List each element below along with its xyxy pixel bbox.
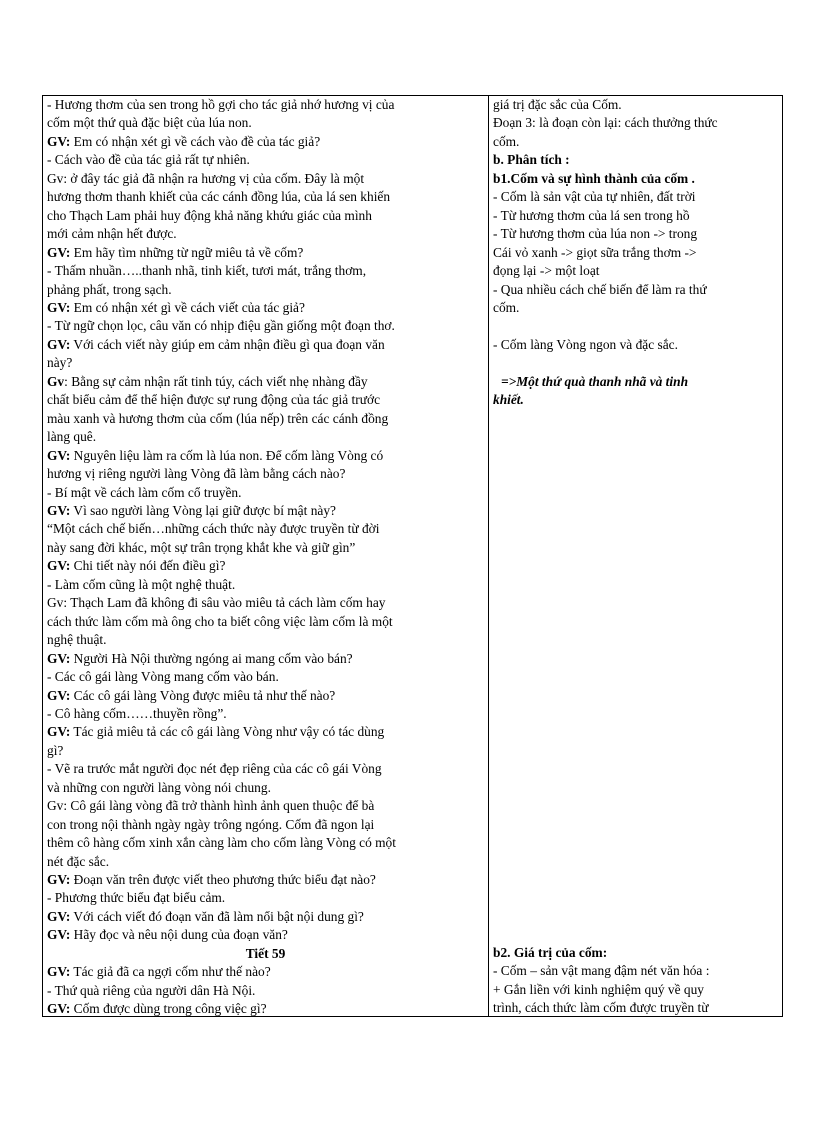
line-text: - Các cô gái làng Vòng mang cốm vào bán.	[47, 669, 279, 685]
line-text: Tác giả đã ca ngợi cốm như thế nào?	[70, 964, 271, 980]
text-line	[47, 871, 484, 889]
line-text: - Cốm làng Vòng ngon và đặc sắc.	[493, 336, 678, 352]
line-text: Vì sao người làng Vòng lại giữ được bí mật này?	[70, 502, 336, 518]
teacher-label: GV:	[47, 964, 71, 980]
text-line	[493, 225, 778, 243]
line-text: Hãy đọc và nêu nội dung của đoạn văn?	[70, 927, 288, 943]
teacher-label: GV:	[47, 336, 71, 352]
blank-line	[493, 317, 778, 335]
line-text: - Qua nhiều cách chế biến để làm ra thứ	[493, 281, 707, 297]
text-line	[493, 999, 778, 1016]
conclusion-text: =>Một thứ quà thanh nhã và tinh	[501, 373, 689, 389]
text-line	[47, 723, 484, 741]
line-text: hương vị riêng người làng Vòng đã làm bằng cách nào?	[47, 466, 346, 482]
line-text: cốm.	[493, 299, 520, 315]
line-text: cốm.	[493, 133, 520, 149]
teacher-label: GV:	[47, 927, 71, 943]
line-text: Em có nhận xét gì về cách vào đề của tác giả?	[70, 133, 321, 149]
teacher-label: GV:	[47, 650, 71, 666]
line-text: Nguyên liệu làm ra cốm là lúa non. Để cốm làng Vòng có	[70, 447, 384, 463]
teacher-label: GV:	[47, 724, 71, 740]
line-text: - Cách vào đề của tác giả rất tự nhiên.	[47, 152, 250, 168]
line-text: Gv: ở đây tác giả đã nhận ra hương vị của cốm. Đây là một	[47, 170, 365, 186]
line-text: Gv: Thạch Lam đã không đi sâu vào miêu tả cách làm cốm hay	[47, 595, 386, 611]
line-text: Đoạn 3: là đoạn còn lại: cách thưởng thức	[493, 115, 718, 131]
text-line	[47, 281, 484, 299]
text-line	[47, 391, 484, 409]
line-text: nghệ thuật.	[47, 632, 107, 648]
teacher-label: GV:	[47, 299, 71, 315]
text-line	[47, 96, 484, 114]
text-line	[47, 170, 484, 188]
text-line	[47, 982, 484, 1000]
text-line	[47, 354, 484, 372]
text-line	[47, 373, 484, 391]
teacher-label: GV:	[47, 1001, 71, 1016]
line-text: Chi tiết này nói đến điều gì?	[70, 558, 226, 574]
text-line	[47, 594, 484, 612]
content-column	[489, 96, 782, 1016]
subheading: b. Phân tích :	[493, 152, 570, 168]
teacher-label: GV:	[47, 687, 71, 703]
text-line	[47, 1000, 484, 1016]
teacher-label: GV:	[47, 447, 71, 463]
line-text: - Thứ quà riêng của người dân Hà Nội.	[47, 982, 256, 998]
line-text: này sang đời khác, một sự trân trọng khắt khe và giữ gìn”	[47, 539, 356, 555]
line-text: Với cách viết đó đoạn văn đã làm nổi bật nội dung gì?	[70, 908, 364, 924]
text-line	[47, 834, 484, 852]
text-line	[493, 133, 778, 151]
text-line	[47, 631, 484, 649]
content-value-block	[493, 944, 778, 1016]
line-text: chất biểu cảm để thể hiện được sự rung động của tác giả trước	[47, 392, 381, 408]
activity-column	[43, 96, 489, 1016]
line-text: Tác giả miêu tả các cô gái làng Vòng như vậy có tác dùng	[70, 724, 385, 740]
line-text: - Bí mật về cách làm cốm cổ truyền.	[47, 484, 242, 500]
text-line	[47, 760, 484, 778]
line-text: Đoạn văn trên được viết theo phương thức biểu đạt nào?	[70, 872, 376, 888]
text-line	[47, 133, 484, 151]
text-line	[47, 613, 484, 631]
blank-line	[493, 354, 778, 372]
line-text: - Hương thơm của sen trong hồ gợi cho tác giả nhớ hương vị của	[47, 97, 395, 112]
line-text: Gv: Cô gái làng vòng đã trở thành hình ảnh quen thuộc để bà	[47, 798, 375, 814]
line-text: Cốm được dùng trong công việc gì?	[70, 1001, 267, 1016]
line-text: gì?	[47, 742, 64, 758]
text-line	[47, 797, 484, 815]
line-text: Em hãy tìm những từ ngữ miêu tả về cốm?	[70, 244, 304, 260]
text-line	[47, 520, 484, 538]
teacher-label: GV:	[47, 908, 71, 924]
text-line	[47, 428, 484, 446]
text-line	[47, 650, 484, 668]
line-text: thêm cô hàng cốm xinh xắn càng làm cho cốm làng Vòng có một	[47, 835, 396, 851]
line-text: cách thức làm cốm mà ông cho ta biết công việc làm cốm là một	[47, 613, 393, 629]
line-text: cho Thạch Lam phải huy động khả năng khứu giác của mình	[47, 207, 372, 223]
conclusion-text: khiết.	[493, 392, 524, 408]
text-line	[47, 410, 484, 428]
text-line	[493, 96, 778, 114]
teacher-label: GV:	[47, 244, 71, 260]
line-text: - Vẽ ra trước mắt người đọc nét đẹp riêng của các cô gái Vòng	[47, 761, 382, 777]
teacher-label: GV:	[47, 558, 71, 574]
line-text: - Thấm nhuần…..thanh nhã, tinh kiết, tươi mát, trắng thơm,	[47, 263, 367, 279]
text-line	[47, 114, 484, 132]
text-line	[47, 484, 484, 502]
teacher-label: GV:	[47, 133, 71, 149]
line-text: màu xanh và hương thơm của cốm (lúa nếp) trên các cánh đồng	[47, 410, 389, 426]
subheading: b1.Cốm và sự hình thành của cốm .	[493, 170, 695, 186]
text-line	[493, 962, 778, 980]
text-line	[47, 225, 484, 243]
text-line	[47, 557, 484, 575]
text-line	[47, 963, 484, 981]
text-line	[47, 908, 484, 926]
line-text: - Làm cốm cũng là một nghệ thuật.	[47, 576, 236, 592]
line-text: mới cảm nhận hết được.	[47, 226, 177, 242]
text-line	[47, 336, 484, 354]
line-text: này?	[47, 355, 73, 371]
line-text: Với cách viết này giúp em cảm nhận điều gì qua đoạn văn	[70, 336, 385, 352]
text-line	[493, 207, 778, 225]
text-line	[493, 281, 778, 299]
line-text: Cái vỏ xanh -> giọt sữa trắng thơm ->	[493, 244, 697, 260]
line-text: nét đặc sắc.	[47, 853, 110, 869]
line-text: đọng lại -> một loạt	[493, 263, 600, 279]
text-line	[47, 299, 484, 317]
text-line	[493, 981, 778, 999]
text-line	[47, 502, 484, 520]
text-line	[493, 188, 778, 206]
text-line	[47, 687, 484, 705]
text-line	[47, 151, 484, 169]
content-analysis-block	[493, 96, 778, 410]
line-text: Các cô gái làng Vòng được miêu tả như thế nào?	[70, 687, 336, 703]
lesson-table	[42, 95, 783, 1017]
line-text: hương thơm thanh khiết của các cánh đồng lúa, của lá sen khiến	[47, 189, 391, 205]
line-text: - Từ hương thơm của lá sen trong hồ	[493, 207, 690, 223]
line-text: “Một cách chế biến…những cách thức này được truyền từ đời	[47, 521, 380, 537]
line-text: giá trị đặc sắc của Cốm.	[493, 97, 622, 112]
section-heading: Tiết 59	[245, 945, 286, 961]
text-line	[47, 188, 484, 206]
text-line	[47, 244, 484, 262]
text-line	[47, 465, 484, 483]
line-text: Người Hà Nội thường ngóng ai mang cốm vào bán?	[70, 650, 353, 666]
line-text: - Cô hàng cốm……thuyền rồng”.	[47, 705, 227, 721]
line-text: con trong nội thành ngày ngày trông ngóng. Cốm đã ngon lại	[47, 816, 375, 832]
text-line	[493, 114, 778, 132]
line-text: - Từ hương thơm của lúa non -> trong	[493, 226, 698, 242]
text-line	[47, 262, 484, 280]
text-line	[47, 779, 484, 797]
line-text: và những con người làng vòng nói chung.	[47, 779, 271, 795]
text-line	[47, 889, 484, 907]
text-line	[493, 244, 778, 262]
teacher-label: Gv	[47, 373, 65, 389]
line-text: Em có nhận xét gì về cách viết của tác giả?	[70, 299, 305, 315]
text-line	[47, 705, 484, 723]
text-line	[47, 926, 484, 944]
line-text: cốm một thứ quà đặc biệt của lúa non.	[47, 115, 252, 131]
text-line	[493, 299, 778, 317]
line-text: - Phương thức biểu đạt biểu cảm.	[47, 890, 226, 906]
text-line	[493, 336, 778, 354]
line-text: - Cốm – sản vật mang đậm nét văn hóa :	[493, 963, 710, 979]
text-line	[47, 576, 484, 594]
teacher-label: GV:	[47, 872, 71, 888]
text-line	[47, 816, 484, 834]
text-line	[47, 742, 484, 760]
text-line	[47, 447, 484, 465]
line-text: - Từ ngữ chọn lọc, câu văn có nhịp điệu gần giống một đoạn thơ.	[47, 318, 395, 334]
text-line	[493, 262, 778, 280]
line-text: làng quê.	[47, 429, 97, 445]
teacher-label: GV:	[47, 502, 71, 518]
line-text: - Cốm là sản vật của tự nhiên, đất trời	[493, 189, 696, 205]
subheading: b2. Giá trị của cốm:	[493, 945, 608, 960]
text-line	[47, 853, 484, 871]
line-text: trình, cách thức làm cốm được truyền từ	[493, 1000, 709, 1016]
text-line	[47, 668, 484, 686]
text-line	[47, 207, 484, 225]
text-line	[47, 317, 484, 335]
line-text: phảng phất, trong sạch.	[47, 281, 172, 297]
text-line	[47, 539, 484, 557]
line-text: + Gắn liền với kinh nghiệm quý về quy	[493, 981, 705, 997]
line-text: : Bằng sự cảm nhận rất tinh túy, cách viết nhẹ nhàng đầy	[64, 373, 368, 389]
